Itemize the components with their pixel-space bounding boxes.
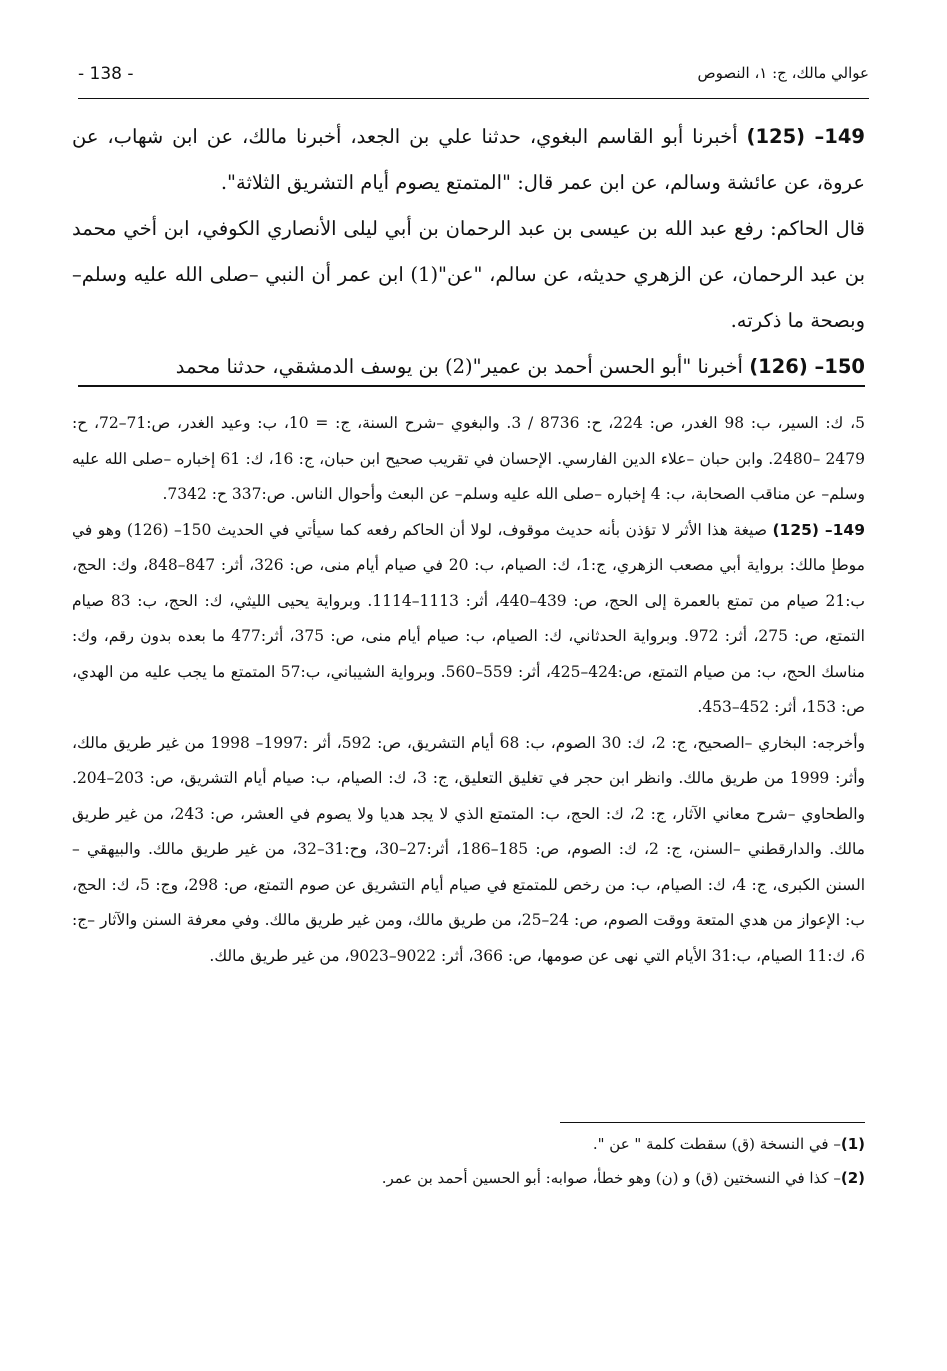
footnote-2: [72, 1161, 865, 1195]
footnotes: [72, 1127, 865, 1195]
note-continuation: [72, 406, 865, 513]
main-text: [72, 114, 865, 390]
note-149: [72, 513, 865, 726]
note-number: 149– (125): [772, 520, 865, 539]
hadith-number: 150– (126): [749, 355, 865, 378]
note-text: 5، ك: السير، ب: 98 الغدر، ص: 224، ح: 8736 / 3. والبغوي –شرح السنة، ج: = 10، ب: وعيد الغدر، ص:71–72، ح: 2479 –2480. وابن حبان –علاء الدين الفارسي. الإحسان في تقريب صحيح ابن حبان، ج: 16، ك: 61 إخباره –صلى الله عليه وسلم– عن مناقب الصحابة، ب: 4 إخباره –صلى الله عليه وسلم– عن البعث وأحوال الناس. ص:337 ح: 7342.: [72, 414, 865, 503]
footnote-text: – في النسخة (ق) سقطت كلمة " عن ".: [592, 1135, 841, 1153]
commentary-notes: [72, 406, 865, 974]
footnote-1: [72, 1127, 865, 1161]
footnote-number: (2): [840, 1169, 865, 1187]
note-text: صيغة هذا الأثر لا تؤذن بأنه حديث موقوف، لولا أن الحاكم رفعه كما سيأتي في الحديث 150– (126) وهو في موطإ مالك: برواية أبي مصعب الزهري، ج:1، ك: الصيام، ب: 20 في صيام أيام منى، ص: 326، أثر: 847–848، وك: الحج، ب:21 صيام من تمتع بالعمرة إلى الحج، ص: 439–440، أثر: 1113–1114. وبرواية يحيى الليثي، ك: الحج، ب: 83 صيام التمتع، ص: 275، أثر: 972. وبرواية الحدثاني، ك: الصيام، ب: صيام أيام منى، ص: 375، أثر:477 ما بعده بدون رقم، وك: مناسك الحج، ب: من صيام التمتع، ص:424–425، أثر: 559–560. وبرواية الشيباني، ب:57 المتمتع ما يجب عليه من الهدي، ص: 153، أثر: 452–453.: [72, 520, 866, 716]
running-title: عوالي مالك، ج: ١، النصوص: [697, 64, 869, 82]
note-takhrij: [72, 726, 865, 975]
hadith-text: أخبرنا "أبو الحسن أحمد بن عمير"(2) بن يوسف الدمشقي، حدثنا محمد: [175, 355, 750, 378]
hadith-149: [72, 114, 865, 206]
footnote-number: (1): [840, 1135, 865, 1153]
main-text-divider: [78, 385, 865, 387]
footnote-text: – كذا في النسختين (ق) و (ن) وهو خطأ، صوابه: أبو الحسين أحمد بن عمر.: [381, 1169, 841, 1187]
hadith-150: [72, 344, 865, 390]
hadith-text: قال الحاكم: رفع عبد الله بن عيسى بن عبد الرحمان بن أبي ليلى الأنصاري الكوفي، ابن أخي محمد بن عبد الرحمان، عن الزهري حديثه، عن سالم، "عن"(1) ابن عمر أن النبي –صلى الله عليه وسلم– وبصحة ما ذكرته.: [72, 217, 865, 332]
footnote-divider: [560, 1122, 865, 1123]
hadith-number: 149– (125): [746, 125, 865, 148]
page-number: - 138 -: [78, 64, 134, 84]
note-text: وأخرجه: البخاري –الصحيح، ج: 2، ك: 30 الصوم، ب: 68 أيام التشريق، ص: 592، أثر :1997– 1998 من غير طريق مالك، وأثر: 1999 من طريق مالك. وانظر ابن حجر في تغليق التعليق، ج: 3، ك: الصيام، ب: صيام أيام التشريق، ص: 203–204. والطحاوي –شرح معاني الآثار، ج: 2، ك: الحج، ب: المتمتع الذي لا يجد هديا ولا يصوم في العشر، ص: 243، من غير طريق مالك. والدارقطني –السنن، ج: 2، ك: الصوم، ص: 185–186، أثر:27–30، وح:31–32، من غير طريق مالك. والبيهقي –السنن الكبرى، ج: 4، ك: الصيام، ب: من رخص للمتمتع في صيام أيام التشريق عن صوم التمتع، ص: 298، وج: 5، ك: الحج، ب: الإعواز من هدي المتعة ووقت الصوم، ص: 24–25، من طريق مالك، ومن غير طريق مالك. وفي معرفة السنن والآثار –ج: 6، ك:11 الصيام، ب:31 الأيام التي نهى عن صومها، ص: 366، أثر: 9022–9023، من غير طريق مالك.: [72, 733, 865, 965]
hadith-text: أخبرنا أبو القاسم البغوي، حدثنا علي بن الجعد، أخبرنا مالك، عن ابن شهاب، عن عروة، عن عائشة وسالم، عن ابن عمر قال: "المتمتع يصوم أيام التشريق الثلاثة".: [72, 125, 865, 194]
hakim-comment: [72, 206, 865, 344]
page-header: [78, 58, 869, 99]
